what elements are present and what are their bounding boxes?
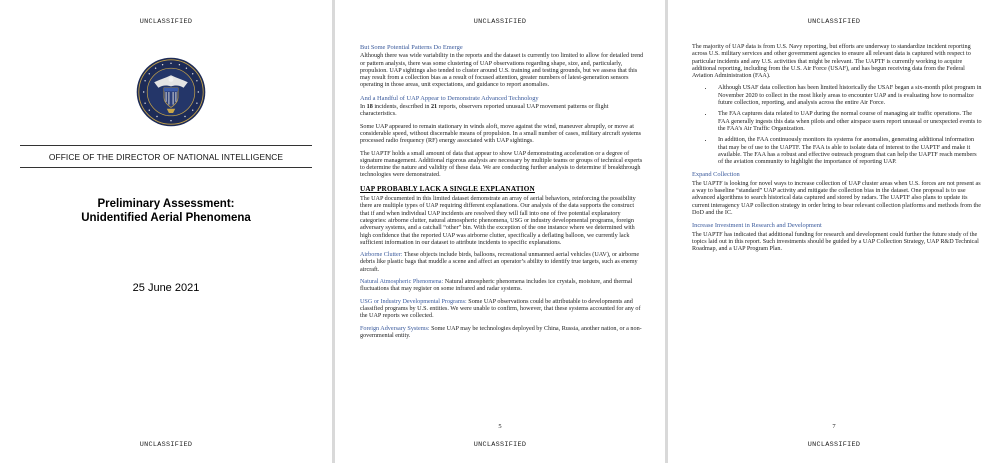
heading-expand-collection: Expand Collection xyxy=(692,171,740,179)
list-item: • In addition, the FAA continuously monitors its systems for anomalies, generating additional information that may be of use to the UAPTF. The FAA is able to isolate data of interest to the UAPTF and make it available. The FAA has a robust and effective outreach program that can help the UAPTF reach members of the aviation community to highlight the importance of reporting UAP. xyxy=(714,137,982,166)
heading-advanced-technology: And a Handful of UAP Appear to Demonstrate Advanced Technology xyxy=(360,94,539,102)
category-label: Airborne Clutter: xyxy=(360,252,403,259)
text-run: incidents, described in xyxy=(372,104,431,111)
report-title-line-1: Preliminary Assessment: xyxy=(97,198,235,210)
classification-footer: UNCLASSIFIED xyxy=(139,441,193,449)
category-label: USG or Industry Developmental Programs: xyxy=(360,298,467,305)
paragraph: The UAPTF holds a small amount of data that appear to show UAP demonstrating acceleration or a degree of signature management. Additional rigorous analysis are necessary by multiple teams or groups of technical experts to determine the nature and validity of these data. We are conducting further analysis to determine if breakthrough technologies were demonstrated. xyxy=(360,150,643,179)
page-7 xyxy=(668,0,1000,463)
text-run: reports, observers reported unusual UAP movement patterns or flight characteristics. xyxy=(360,104,609,118)
category-text: These objects include birds, balloons, recreational unmanned aerial vehicles (UAV), or airborne debris like plastic bags that muddle a scene and affect an operator’s ability to identify true targets, such as enemy aircraft. xyxy=(360,252,640,273)
paragraph: The majority of UAP data is from U.S. Navy reporting, but efforts are underway to standardize incident reporting across U.S. military services and other government agencies to ensure all relevant data is captured with respect to particular incidents and any U.S. activities that might be relevant. The UAPTF is currently working to acquire additional reporting, including from the U.S. Air Force (USAF), and has begun receiving data from the Federal Aviation Administration (FAA). xyxy=(692,44,971,80)
list-item: • The FAA captures data related to UAP during the normal course of managing air traffic operations. The FAA generally ingests this data when pilots and other airspace users report unusual or unexpected events to the FAA’s Air Traffic Organization. xyxy=(714,111,982,133)
category-label: Foreign Adversary Systems: xyxy=(360,325,430,332)
paragraph: The UAPTF is looking for novel ways to increase collection of UAP cluster areas when U.S. forces are not present as a way to baseline “standard” UAP activity and mitigate the collection bias in the dataset. One proposal is to use advanced algorithms to search historical data captured and stored by radars. The UAPTF also plans to update its current interagency UAP collection strategy in order bring to bear relevant collection platforms and methods from the DoD and the IC. xyxy=(692,180,981,216)
category-text: Some UAP observations could be attributable to developments and classified programs by U.S. entities. We were unable to confirm, however, that these systems accounted for any of the UAP reports we collected. xyxy=(360,298,641,320)
report-date: 25 June 2021 xyxy=(132,282,200,294)
classification-header: UNCLASSIFIED xyxy=(139,18,193,26)
classification-footer: UNCLASSIFIED xyxy=(473,441,527,449)
category-natural-phenomena xyxy=(360,279,644,294)
bullet-list xyxy=(692,85,982,166)
page-5 xyxy=(335,0,665,463)
paragraph xyxy=(360,104,644,119)
cover-page xyxy=(0,0,332,463)
header-rule-bottom xyxy=(20,167,312,168)
heading-patterns: But Some Potential Patterns Do Emerge xyxy=(360,44,463,51)
report-title xyxy=(10,197,322,225)
classification-header: UNCLASSIFIED xyxy=(473,18,527,26)
odni-seal-icon xyxy=(136,57,206,127)
paragraph: Although there was wide variability in the reports and the dataset is currently too limited to allow for detailed trend or pattern analysis, there was some clustering of UAP observations regarding shape, size, and, particularly, propulsion. UAP sightings also tended to cluster around U.S. training and testing grounds, but we assess that this may result from a collection bias as a result of focused attention, greater numbers of latest-generation sensors operating in those areas, unit expectations, and guidance to report anomalies. xyxy=(360,53,644,89)
page-7-body xyxy=(692,44,982,258)
page-5-body xyxy=(360,44,644,345)
category-text: Some UAP may be technologies deployed by China, Russia, another nation, or a non-governmental entity. xyxy=(360,325,642,339)
report-title-line-2: Unidentified Aerial Phenomena xyxy=(81,212,251,224)
page-number: 7 xyxy=(832,423,836,430)
report-count: 21 xyxy=(430,104,438,111)
paragraph: The UAP documented in this limited dataset demonstrate an array of aerial behaviors, reinforcing the possibility there are multiple types of UAP requiring different explanations. Our analysis of the data supports the construct that if and when individual UAP incidents are resolved they will fall into one of five potential explanatory categories: airborne clutter, natural atmospheric phenomena, USG or industry developmental programs, foreign adversary systems, and a catchall “other” bin. With the exception of the one instance where we determined with high confidence that the reported UAP was airborne clutter, specifically a deflating balloon, we currently lack sufficient information in our dataset to attribute incidents to specific explanations. xyxy=(360,196,636,246)
category-label: Natural Atmospheric Phenomena: xyxy=(360,279,444,286)
category-text: Natural atmospheric phenomena includes ice crystals, moisture, and thermal fluctuations that may register on some infrared and radar systems. xyxy=(360,279,633,293)
paragraph: Some UAP appeared to remain stationary in winds aloft, move against the wind, maneuver abruptly, or move at considerable speed, without discernable means of propulsion. In a small number of cases, military aircraft systems processed radio frequency (RF) energy associated with UAP sightings. xyxy=(360,123,642,145)
page-number: 5 xyxy=(498,423,502,430)
category-usg-programs xyxy=(360,299,644,321)
heading-research-investment: Increase Investment in Research and Development xyxy=(692,222,822,230)
classification-footer: UNCLASSIFIED xyxy=(807,441,861,449)
classification-header: UNCLASSIFIED xyxy=(807,18,861,26)
office-name: OFFICE OF THE DIRECTOR OF NATIONAL INTELLIGENCE xyxy=(48,152,284,162)
category-foreign-adversary xyxy=(360,326,644,341)
text-run: In xyxy=(360,104,367,111)
header-rule-top xyxy=(20,145,312,146)
list-item: • Although USAF data collection has been limited historically the USAF began a six-month pilot program in November 2020 to collect in the most likely areas to encounter UAP and is evaluating how to normalize future collection, reporting, and analysis across the entire Air Force. xyxy=(714,85,982,107)
category-airborne-clutter xyxy=(360,252,644,274)
section-heading: UAP PROBABLY LACK A SINGLE EXPLANATION xyxy=(360,184,535,193)
paragraph: The UAPTF has indicated that additional funding for research and development could further the future study of the topics laid out in this report. Such investments should be guided by a UAP Collection Strategy, UAP R&D Technical Roadmap, and a UAP Program Plan. xyxy=(692,231,979,253)
incident-count: 18 xyxy=(366,104,373,111)
